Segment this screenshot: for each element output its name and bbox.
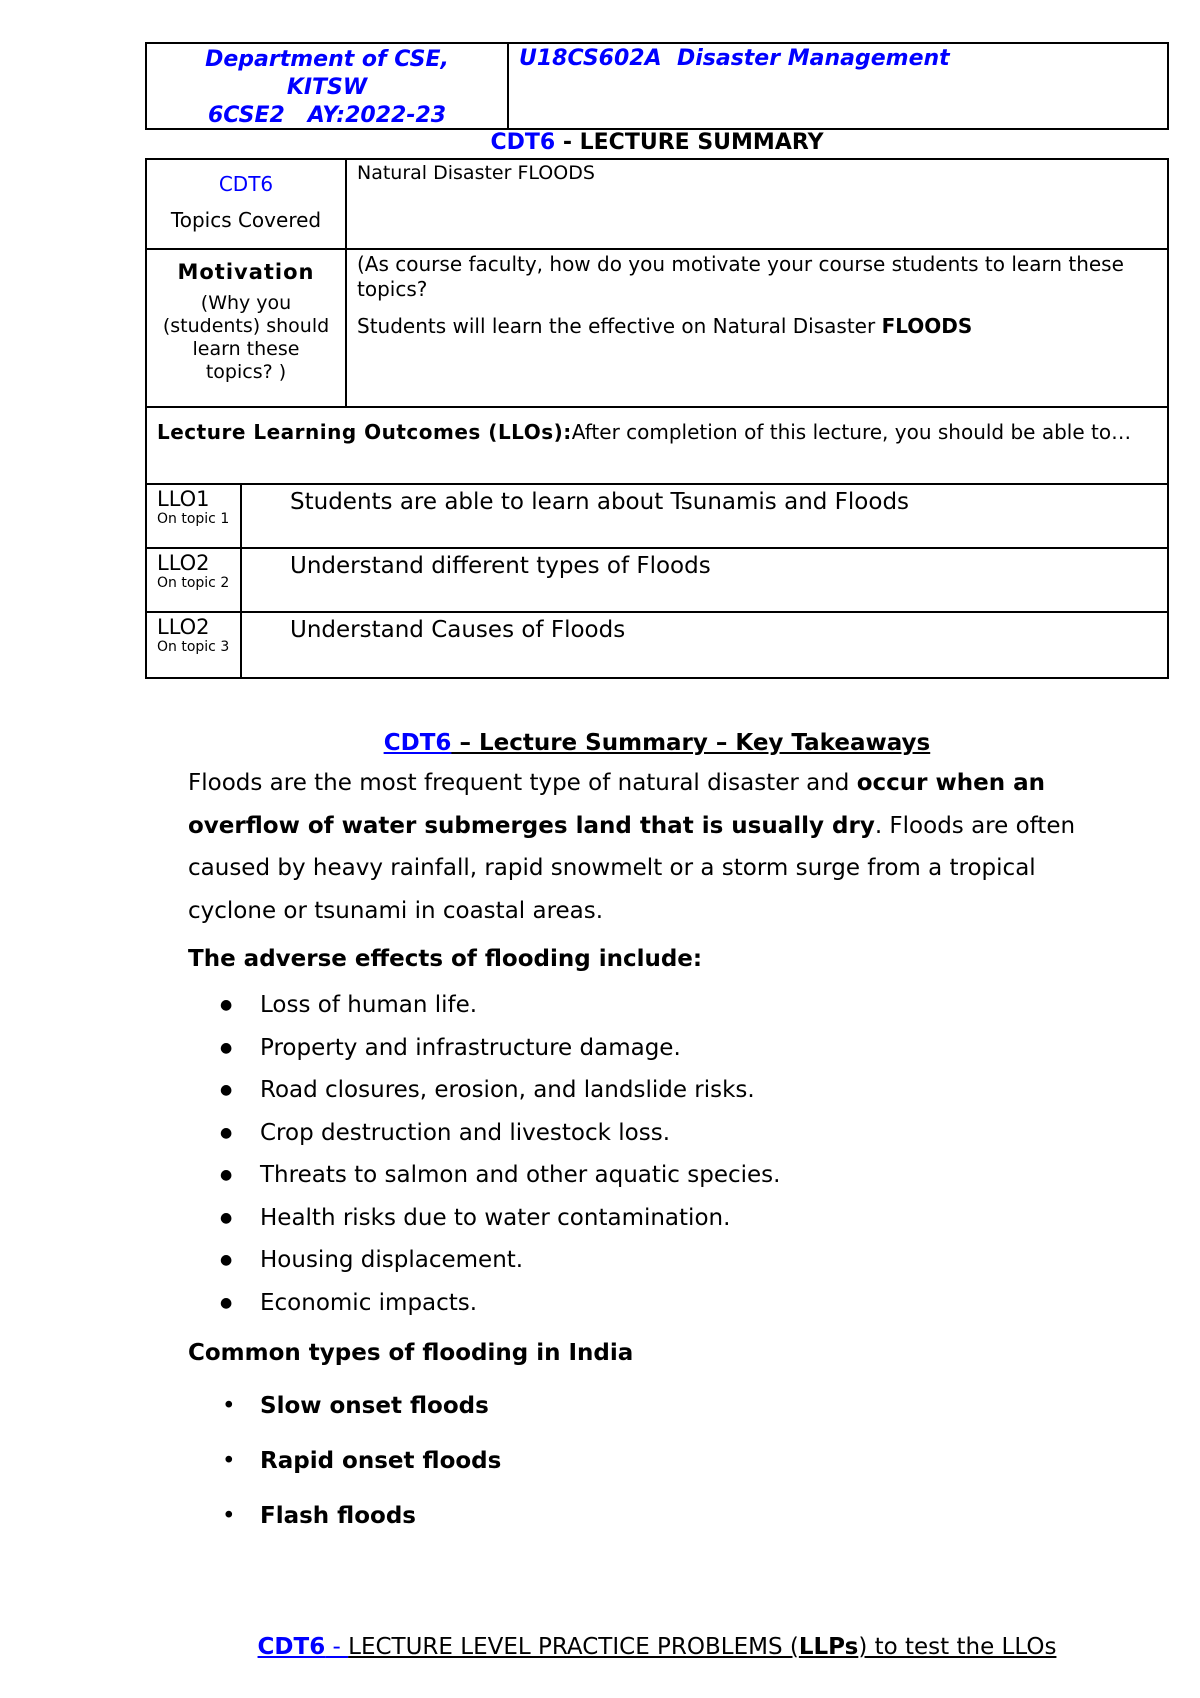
takeaways-title-code: CDT6 [383, 730, 452, 756]
list-item: ● Road closures, erosion, and landslide risks. [188, 1069, 780, 1112]
intro-text-1: Floods are the most frequent type of natural disaster and [188, 770, 857, 796]
summary-title-code: CDT6 [490, 130, 556, 155]
llo-topic: On topic 3 [157, 639, 230, 655]
llo-text: Students are able to learn about Tsunamis and Floods [290, 489, 910, 515]
motivation-answer-bold: FLOODS [881, 314, 973, 338]
summary-title-text: - LECTURE SUMMARY [555, 130, 824, 155]
types-heading: Common types of flooding in India [188, 1340, 634, 1366]
list-item: • Flash floods [188, 1496, 501, 1551]
list-item: • Rapid onset floods [188, 1441, 501, 1496]
course-cell: U18CS602A Disaster Management [519, 46, 950, 71]
intro-bold: occur when an overflow of water submerges land that is usually dry [188, 770, 1045, 839]
takeaways-title [145, 730, 1169, 756]
llo-code-cell [147, 549, 242, 611]
llo-code: LLO1 [157, 487, 210, 511]
effects-heading: The adverse effects of flooding include: [188, 946, 703, 972]
llo-header-text: After completion of this lecture, you should be able to… [571, 420, 1132, 444]
flood-types-list [188, 1386, 501, 1551]
topics-row [147, 160, 1167, 250]
list-item: ● Crop destruction and livestock loss. [188, 1112, 780, 1155]
list-item: ● Economic impacts. [188, 1282, 780, 1325]
lecture-summary-table [145, 158, 1169, 679]
topics-code: CDT6 [218, 172, 274, 196]
topics-label: Topics Covered [170, 208, 322, 232]
topics-label-cell [147, 160, 347, 248]
motivation-question: (As course faculty, how do you motivate your course students to learn these topics? [357, 252, 1124, 301]
list-item: ● Housing displacement. [188, 1239, 780, 1282]
llo-row [147, 613, 1167, 677]
llo-code-cell [147, 485, 242, 547]
motivation-label-cell [147, 250, 347, 406]
list-item: ● Property and infrastructure damage. [188, 1027, 780, 1070]
footer-bold: LLPs [798, 1634, 859, 1660]
motivation-answer [357, 314, 1157, 339]
llo-text: Understand Causes of Floods [290, 617, 626, 643]
llo-text: Understand different types of Floods [290, 553, 711, 579]
motivation-row [147, 250, 1167, 408]
takeaways-title-text: – Lecture Summary – Key Takeaways [451, 730, 931, 756]
dept-line-2: KITSW [286, 75, 368, 100]
list-item: ● Loss of human life. [188, 984, 780, 1027]
llo-code: LLO2 [157, 551, 210, 575]
llo-row [147, 485, 1167, 549]
llo-topic: On topic 2 [157, 575, 230, 591]
dept-line-3: 6CSE2 AY:2022-23 [207, 103, 447, 128]
footer-dash: - [325, 1634, 349, 1660]
llo-topic: On topic 1 [157, 511, 230, 527]
list-item: ● Health risks due to water contamination. [188, 1197, 780, 1240]
header-table [145, 42, 1169, 130]
intro-text-2: . Floods are often caused by heavy rainfall, rapid snowmelt or a storm surge from a tropical cyclone or tsunami in coastal areas. [188, 812, 1076, 924]
department-cell [147, 44, 509, 128]
footer-code: CDT6 [257, 1634, 326, 1660]
llo-header [147, 408, 1167, 483]
footer-text-2: ) to test the LLOs [858, 1634, 1057, 1660]
list-item: • Slow onset floods [188, 1386, 501, 1441]
motivation-sublabel: (Why you (students) should learn these topics? ) [162, 292, 330, 383]
takeaways-intro [188, 762, 1128, 932]
motivation-answer-text: Students will learn the effective on Natural Disaster [357, 314, 882, 338]
summary-title [145, 130, 1169, 155]
motivation-content [347, 250, 1167, 406]
practice-problems-heading [145, 1634, 1169, 1660]
llo-header-row [147, 408, 1167, 485]
list-item: ● Threats to salmon and other aquatic species. [188, 1154, 780, 1197]
footer-text-1: LECTURE LEVEL PRACTICE PROBLEMS ( [348, 1634, 799, 1660]
topics-value: Natural Disaster FLOODS [357, 162, 595, 184]
llo-row [147, 549, 1167, 613]
motivation-label: Motivation [177, 260, 315, 284]
llo-code-cell [147, 613, 242, 677]
effects-list [188, 984, 780, 1324]
llo-code: LLO2 [157, 615, 210, 639]
dept-line-1: Department of CSE, [205, 47, 449, 72]
llo-header-bold: Lecture Learning Outcomes (LLOs): [157, 420, 572, 444]
